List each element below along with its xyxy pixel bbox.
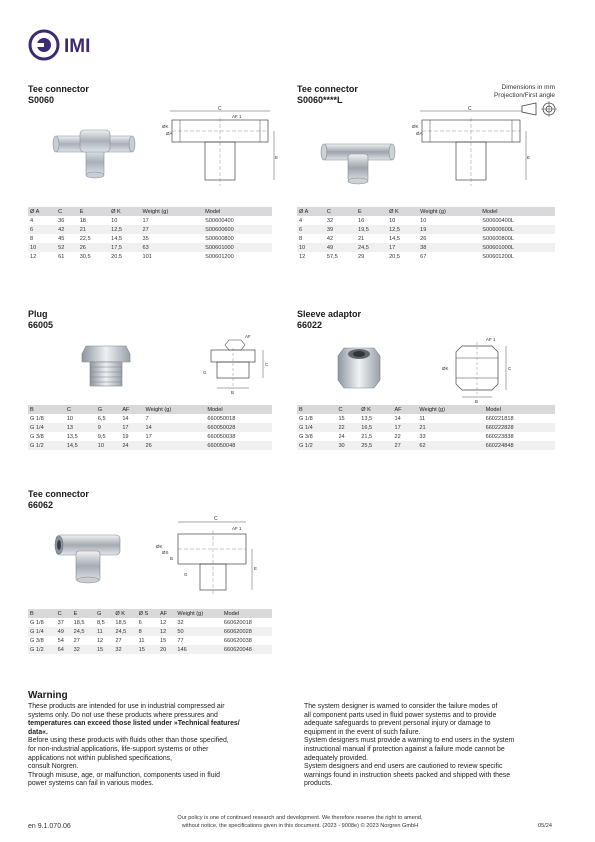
table-header-row xyxy=(297,207,555,216)
table-cell: G 1/4 xyxy=(28,627,56,636)
table-cell: 32 xyxy=(72,645,95,654)
table-row xyxy=(297,225,555,234)
table-cell: 29 xyxy=(357,253,365,260)
table-cell: 10 xyxy=(66,415,74,422)
table-cell: S00600800L xyxy=(482,235,514,242)
table-cell: S00601200L xyxy=(482,253,514,260)
table-cell: 22 xyxy=(394,433,401,440)
product-photo-tee-s0060l xyxy=(318,130,398,191)
warning-line: for non-industrial applications, life-support systems or other xyxy=(28,745,209,753)
table-row xyxy=(28,432,272,441)
col-header: AF xyxy=(158,609,175,618)
col-header: E xyxy=(72,609,95,618)
section-code: S0060****L xyxy=(297,95,343,105)
table-cell: 660222828 xyxy=(484,423,555,432)
technical-drawing-sleeve xyxy=(440,332,525,409)
warning-line: applications not within published specifications, xyxy=(28,754,173,762)
table-cell: 8 xyxy=(30,235,34,242)
warning-line: instructional manual if protection against a failure mode cannot be xyxy=(304,745,505,753)
svg-text:G: G xyxy=(184,572,188,577)
footer-policy-line: Our policy is one of continued research and development. We therefore reserve the right to amend, xyxy=(177,815,423,821)
table-cell: 32 xyxy=(177,619,184,626)
table-header-row xyxy=(297,405,555,414)
table-cell: 14 xyxy=(122,415,129,422)
svg-text:B: B xyxy=(170,556,174,561)
table-cell: 17 xyxy=(142,217,149,224)
col-header: Weight (g) xyxy=(144,405,206,414)
section-sleeve-66022 xyxy=(297,309,361,331)
table-cell: 10 xyxy=(28,243,56,252)
table-row xyxy=(297,243,555,252)
table-cell: G 3/8 xyxy=(30,433,44,440)
table-cell: 25,5 xyxy=(359,441,392,450)
warning-line: power systems can fail in various modes. xyxy=(28,780,154,788)
table-cell: 24,5 xyxy=(72,627,95,636)
table-cell: 660620028 xyxy=(222,627,272,636)
table-cell: 10 xyxy=(96,441,121,450)
product-photo-sleeve xyxy=(336,344,382,397)
spec-table-sleeve xyxy=(297,405,555,450)
table-cell: 7 xyxy=(145,415,149,422)
table-cell: 62 xyxy=(417,441,483,450)
technical-drawing-66062 xyxy=(150,512,260,602)
col-header: C xyxy=(325,207,356,216)
warning-line: adequately provided. xyxy=(304,754,368,762)
table-row xyxy=(297,432,555,441)
col-header: Model xyxy=(203,207,272,216)
table-cell: 24 xyxy=(338,433,345,440)
table-cell: 24,5 xyxy=(356,243,387,252)
table-cell: 15 xyxy=(95,645,113,654)
svg-text:C: C xyxy=(508,366,512,371)
table-row xyxy=(28,243,272,252)
table-cell: S00601000L xyxy=(480,243,555,252)
table-cell: 21 xyxy=(357,235,365,242)
table-cell: G 1/2 xyxy=(28,645,56,654)
table-cell: 21 xyxy=(78,225,109,234)
product-photo-tee-s0060 xyxy=(50,120,140,185)
col-header: Model xyxy=(222,609,272,618)
table-cell: G 3/8 xyxy=(299,433,313,440)
table-cell: 10 xyxy=(297,243,325,252)
col-header: Ø A xyxy=(28,207,56,216)
table-row xyxy=(28,216,272,225)
warning-title: Warning xyxy=(28,690,68,701)
table-cell: 36 xyxy=(58,217,65,224)
table-row xyxy=(28,252,272,261)
col-header: Weight (g) xyxy=(141,207,204,216)
table-cell: 17 xyxy=(392,423,417,432)
table-cell: S00601200 xyxy=(205,253,234,260)
warning-line: System designers must provide a warning to end users in the system xyxy=(304,737,515,745)
table-cell: 54 xyxy=(57,637,64,644)
col-header: Model xyxy=(484,405,555,414)
col-header: B xyxy=(28,405,65,414)
table-cell: 32 xyxy=(326,217,334,224)
table-cell: G 1/4 xyxy=(28,423,65,432)
section-title: Tee connector xyxy=(297,84,358,94)
table-cell: 15 xyxy=(137,645,158,654)
table-cell: G 1/4 xyxy=(297,423,336,432)
section-title: Tee connector xyxy=(28,489,89,499)
spec-table-66062 xyxy=(28,609,272,654)
table-row xyxy=(28,423,272,432)
svg-text:ØK: ØK xyxy=(412,124,419,129)
table-cell: 12,5 xyxy=(109,225,140,234)
table-cell: 33 xyxy=(419,433,426,440)
table-cell: 660050028 xyxy=(205,423,272,432)
table-cell: G 1/2 xyxy=(28,441,65,450)
table-row xyxy=(28,645,272,654)
svg-text:ØA: ØA xyxy=(166,131,173,136)
warning-line: warnings found in instruction sheets packed and shipped with these xyxy=(304,771,511,779)
table-cell: 4 xyxy=(30,217,34,224)
table-cell: 146 xyxy=(175,645,221,654)
col-header: Model xyxy=(205,405,272,414)
warning-line: temperatures can exceed those listed under »Technical features/ xyxy=(28,720,240,728)
svg-text:C: C xyxy=(265,362,269,367)
col-header: C xyxy=(56,207,78,216)
table-cell: 22 xyxy=(336,423,359,432)
technical-drawing-s0060l xyxy=(410,104,535,194)
col-header: Ø K xyxy=(113,609,136,618)
table-cell: 11 xyxy=(138,637,145,644)
table-row xyxy=(28,234,272,243)
section-code: S0060 xyxy=(28,95,55,105)
warning-line: equipment in the event of such failure. xyxy=(304,728,421,736)
table-cell: 9 xyxy=(96,423,121,432)
warning-line: Before using these products with fluids other than those specified, xyxy=(28,737,229,745)
svg-text:E: E xyxy=(254,566,258,571)
warning-line: consult Norgren. xyxy=(28,763,79,771)
col-header: Ø S xyxy=(137,609,158,618)
table-cell: S00600800 xyxy=(205,235,234,242)
warning-line: data«. xyxy=(28,728,48,736)
table-cell: 19 xyxy=(418,225,480,234)
table-cell: G 1/8 xyxy=(30,415,44,422)
table-cell: 11 xyxy=(419,415,426,422)
col-header: Weight (g) xyxy=(175,609,221,618)
col-header: AF xyxy=(120,405,143,414)
table-cell: 8 xyxy=(299,235,303,242)
table-cell: 660224848 xyxy=(484,441,555,450)
table-cell: 30 xyxy=(336,441,359,450)
col-header: G xyxy=(96,405,121,414)
table-cell: 13,5 xyxy=(66,433,78,440)
svg-text:C: C xyxy=(218,106,222,112)
svg-text:AF 1: AF 1 xyxy=(486,337,496,342)
col-header: Model xyxy=(480,207,555,216)
svg-text:B: B xyxy=(231,390,235,395)
footer-policy xyxy=(130,815,470,830)
svg-text:E: E xyxy=(527,155,531,160)
warning-line: all component parts used in fluid power systems and to provide xyxy=(304,711,497,719)
table-cell: 14 xyxy=(394,415,401,422)
spec-table-plug xyxy=(28,405,272,450)
table-cell: 17 xyxy=(387,243,418,252)
spec-table-s0060 xyxy=(28,207,272,261)
table-cell: 61 xyxy=(58,253,65,260)
table-cell: 660620018 xyxy=(223,619,252,626)
table-cell: 19,5 xyxy=(356,225,387,234)
table-cell: 101 xyxy=(142,253,152,260)
table-cell: 12 xyxy=(159,619,167,626)
table-row xyxy=(28,441,272,450)
dimensions-line2: Projection/First angle xyxy=(493,92,555,99)
table-cell: 14,5 xyxy=(65,441,96,450)
table-cell: 12 xyxy=(30,253,37,260)
section-plug-66005 xyxy=(28,309,53,331)
col-header: Weight (g) xyxy=(417,405,483,414)
col-header: Ø K xyxy=(359,405,392,414)
table-header-row xyxy=(28,207,272,216)
table-row xyxy=(297,234,555,243)
table-cell: 42 xyxy=(56,225,78,234)
table-cell: S00601000 xyxy=(203,243,272,252)
footer-page-number: 05/24 xyxy=(538,823,552,829)
table-cell: 13 xyxy=(65,423,96,432)
col-header: C xyxy=(56,609,72,618)
col-header: AF xyxy=(392,405,417,414)
footer-doc-number: en 9.1.070.06 xyxy=(28,823,71,830)
table-cell: 660223838 xyxy=(485,433,514,440)
table-cell: 27 xyxy=(115,637,122,644)
table-cell: 660620048 xyxy=(222,645,272,654)
table-cell: 27 xyxy=(141,225,204,234)
col-header: C xyxy=(65,405,96,414)
table-cell: 57,5 xyxy=(326,253,338,260)
table-cell: 17,5 xyxy=(109,243,140,252)
col-header: E xyxy=(78,207,109,216)
section-title: Tee connector xyxy=(28,84,89,94)
table-cell: 11 xyxy=(95,627,113,636)
table-header-row xyxy=(28,609,272,618)
section-tee-66062 xyxy=(28,489,89,511)
section-code: 66022 xyxy=(297,320,323,330)
warning-line: These products are intended for use in industrial compressed air xyxy=(28,703,225,710)
svg-text:ØS: ØS xyxy=(162,550,169,555)
table-cell: 4 xyxy=(299,217,303,224)
warning-line: The system designer is warned to consider the failure modes of xyxy=(304,703,498,710)
table-cell: 13,5 xyxy=(361,415,373,422)
table-cell: 15 xyxy=(338,415,345,422)
col-header: Weight (g) xyxy=(418,207,480,216)
table-cell: 20,5 xyxy=(111,253,122,260)
table-cell: 8 xyxy=(137,627,158,636)
table-cell: 20,5 xyxy=(389,253,400,260)
table-cell: 52 xyxy=(56,243,78,252)
svg-text:G: G xyxy=(203,370,207,375)
table-cell: 10 xyxy=(111,217,118,224)
table-cell: 660050018 xyxy=(207,415,236,422)
table-cell: 21 xyxy=(417,423,483,432)
table-cell: 35 xyxy=(142,235,149,242)
table-row xyxy=(297,441,555,450)
warning-line: System designers and end users are cautioned to review specific xyxy=(304,763,503,771)
table-cell: 45 xyxy=(58,235,65,242)
table-row xyxy=(28,414,272,423)
section-title: Sleeve adaptor xyxy=(297,309,362,319)
table-cell: 22,5 xyxy=(79,235,91,242)
table-row xyxy=(28,618,272,627)
table-cell: G 3/8 xyxy=(30,637,44,644)
svg-text:AF: AF xyxy=(245,334,251,339)
technical-drawing-s0060 xyxy=(160,104,280,194)
table-cell: 12 xyxy=(96,637,104,644)
table-cell: 64 xyxy=(56,645,72,654)
table-cell: S00600400L xyxy=(482,217,514,224)
table-cell: 50 xyxy=(175,627,221,636)
dimensions-note xyxy=(494,84,555,100)
table-row xyxy=(297,414,555,423)
table-cell: 49 xyxy=(56,627,72,636)
table-cell: 38 xyxy=(418,243,480,252)
warning-right-column xyxy=(304,703,572,789)
table-cell: 12 xyxy=(299,253,306,260)
svg-text:AF 1: AF 1 xyxy=(232,114,242,119)
table-cell: 12 xyxy=(158,627,175,636)
svg-text:ØA: ØA xyxy=(416,131,423,136)
table-cell: G 1/8 xyxy=(299,415,313,422)
table-cell: 24,5 xyxy=(113,627,136,636)
col-header: Ø K xyxy=(109,207,140,216)
spec-table-s0060l xyxy=(297,207,555,261)
table-cell: 26 xyxy=(78,243,109,252)
table-cell: 20 xyxy=(158,645,175,654)
table-cell: 27 xyxy=(392,441,417,450)
svg-text:ØK: ØK xyxy=(156,544,163,549)
table-row xyxy=(28,627,272,636)
svg-text:AF 1: AF 1 xyxy=(232,526,242,531)
dimensions-line1: Dimensions in mm xyxy=(501,84,555,91)
table-cell: 21,5 xyxy=(361,433,373,440)
table-row xyxy=(297,423,555,432)
table-cell: 19 xyxy=(122,433,129,440)
col-header: G xyxy=(95,609,113,618)
table-cell: 16,5 xyxy=(359,423,392,432)
col-header: C xyxy=(336,405,359,414)
table-cell: 32 xyxy=(113,645,136,654)
table-cell: 660221818 xyxy=(485,415,514,422)
col-header: B xyxy=(28,609,56,618)
table-cell: 17 xyxy=(145,433,152,440)
col-header: Ø A xyxy=(297,207,325,216)
table-cell: 15 xyxy=(159,637,167,644)
svg-text:B: B xyxy=(475,399,479,404)
table-cell: 6,5 xyxy=(97,415,106,422)
warning-line: adequate safeguards to prevent personal injury or damage to xyxy=(304,720,491,728)
warning-left-column xyxy=(28,703,296,789)
col-header: Ø K xyxy=(387,207,418,216)
table-cell: 8,5 xyxy=(96,619,105,626)
imi-logo xyxy=(28,28,108,62)
warning-line: systems only. Do not use these products where pressures and xyxy=(28,711,218,719)
table-cell: 42 xyxy=(326,235,334,242)
table-cell: 17 xyxy=(120,423,143,432)
footer-policy-line: without notice, the specifications given in this document. (2023 - 9008e) © 2023 Norgren GmbH xyxy=(181,822,419,829)
table-row xyxy=(28,636,272,645)
warning-line: products. xyxy=(304,780,333,788)
table-cell: 18,5 xyxy=(73,619,85,626)
table-cell: 30,5 xyxy=(79,253,91,260)
table-row xyxy=(297,216,555,225)
svg-text:C: C xyxy=(214,516,218,522)
section-code: 66005 xyxy=(28,320,54,330)
table-cell: 77 xyxy=(177,637,184,644)
table-cell: G 1/2 xyxy=(297,441,336,450)
col-header: B xyxy=(297,405,336,414)
table-cell: 6 xyxy=(28,225,56,234)
table-row xyxy=(28,225,272,234)
table-cell: 39 xyxy=(325,225,356,234)
table-cell: 26 xyxy=(144,441,206,450)
table-row xyxy=(297,252,555,261)
svg-text:ØK: ØK xyxy=(162,124,169,129)
warning-line: Through misuse, age, or malfunction, components used in fluid xyxy=(28,771,220,779)
table-cell: 14,5 xyxy=(111,235,122,242)
table-cell: 27 xyxy=(73,637,80,644)
logo-text: IMI xyxy=(64,36,91,57)
table-cell: 14 xyxy=(144,423,206,432)
svg-text:E: E xyxy=(275,155,279,160)
section-title: Plug xyxy=(28,309,48,319)
table-cell: 10 xyxy=(420,217,427,224)
technical-drawing-plug xyxy=(195,330,275,400)
table-cell: S00600600 xyxy=(203,225,272,234)
table-cell: S00600600L xyxy=(480,225,555,234)
product-photo-tee-66062 xyxy=(52,525,124,590)
table-cell: 63 xyxy=(141,243,204,252)
table-cell: 49 xyxy=(325,243,356,252)
table-cell: 660050048 xyxy=(205,441,272,450)
table-header-row xyxy=(28,405,272,414)
svg-text:C: C xyxy=(468,106,472,112)
section-tee-s0060 xyxy=(28,84,89,106)
table-cell: 12,5 xyxy=(387,225,418,234)
table-cell: 67 xyxy=(420,253,427,260)
table-cell: 6 xyxy=(138,619,142,626)
table-cell: 14,5 xyxy=(389,235,400,242)
table-cell: 18,5 xyxy=(115,619,127,626)
table-cell: 6 xyxy=(297,225,325,234)
product-photo-plug xyxy=(80,340,132,395)
section-tee-s0060l xyxy=(297,84,358,106)
table-cell: 660620038 xyxy=(223,637,252,644)
section-code: 66062 xyxy=(28,500,54,510)
table-cell: 9,5 xyxy=(97,433,106,440)
table-cell: 10 xyxy=(389,217,396,224)
table-cell: 16 xyxy=(357,217,365,224)
table-cell: 37 xyxy=(57,619,64,626)
table-cell: 660050038 xyxy=(207,433,236,440)
svg-text:ØK: ØK xyxy=(442,366,449,371)
table-cell: S00600400 xyxy=(205,217,234,224)
table-cell: 26 xyxy=(420,235,427,242)
table-cell: G 1/8 xyxy=(30,619,44,626)
table-cell: 24 xyxy=(120,441,143,450)
col-header: E xyxy=(356,207,387,216)
table-cell: 18 xyxy=(79,217,86,224)
